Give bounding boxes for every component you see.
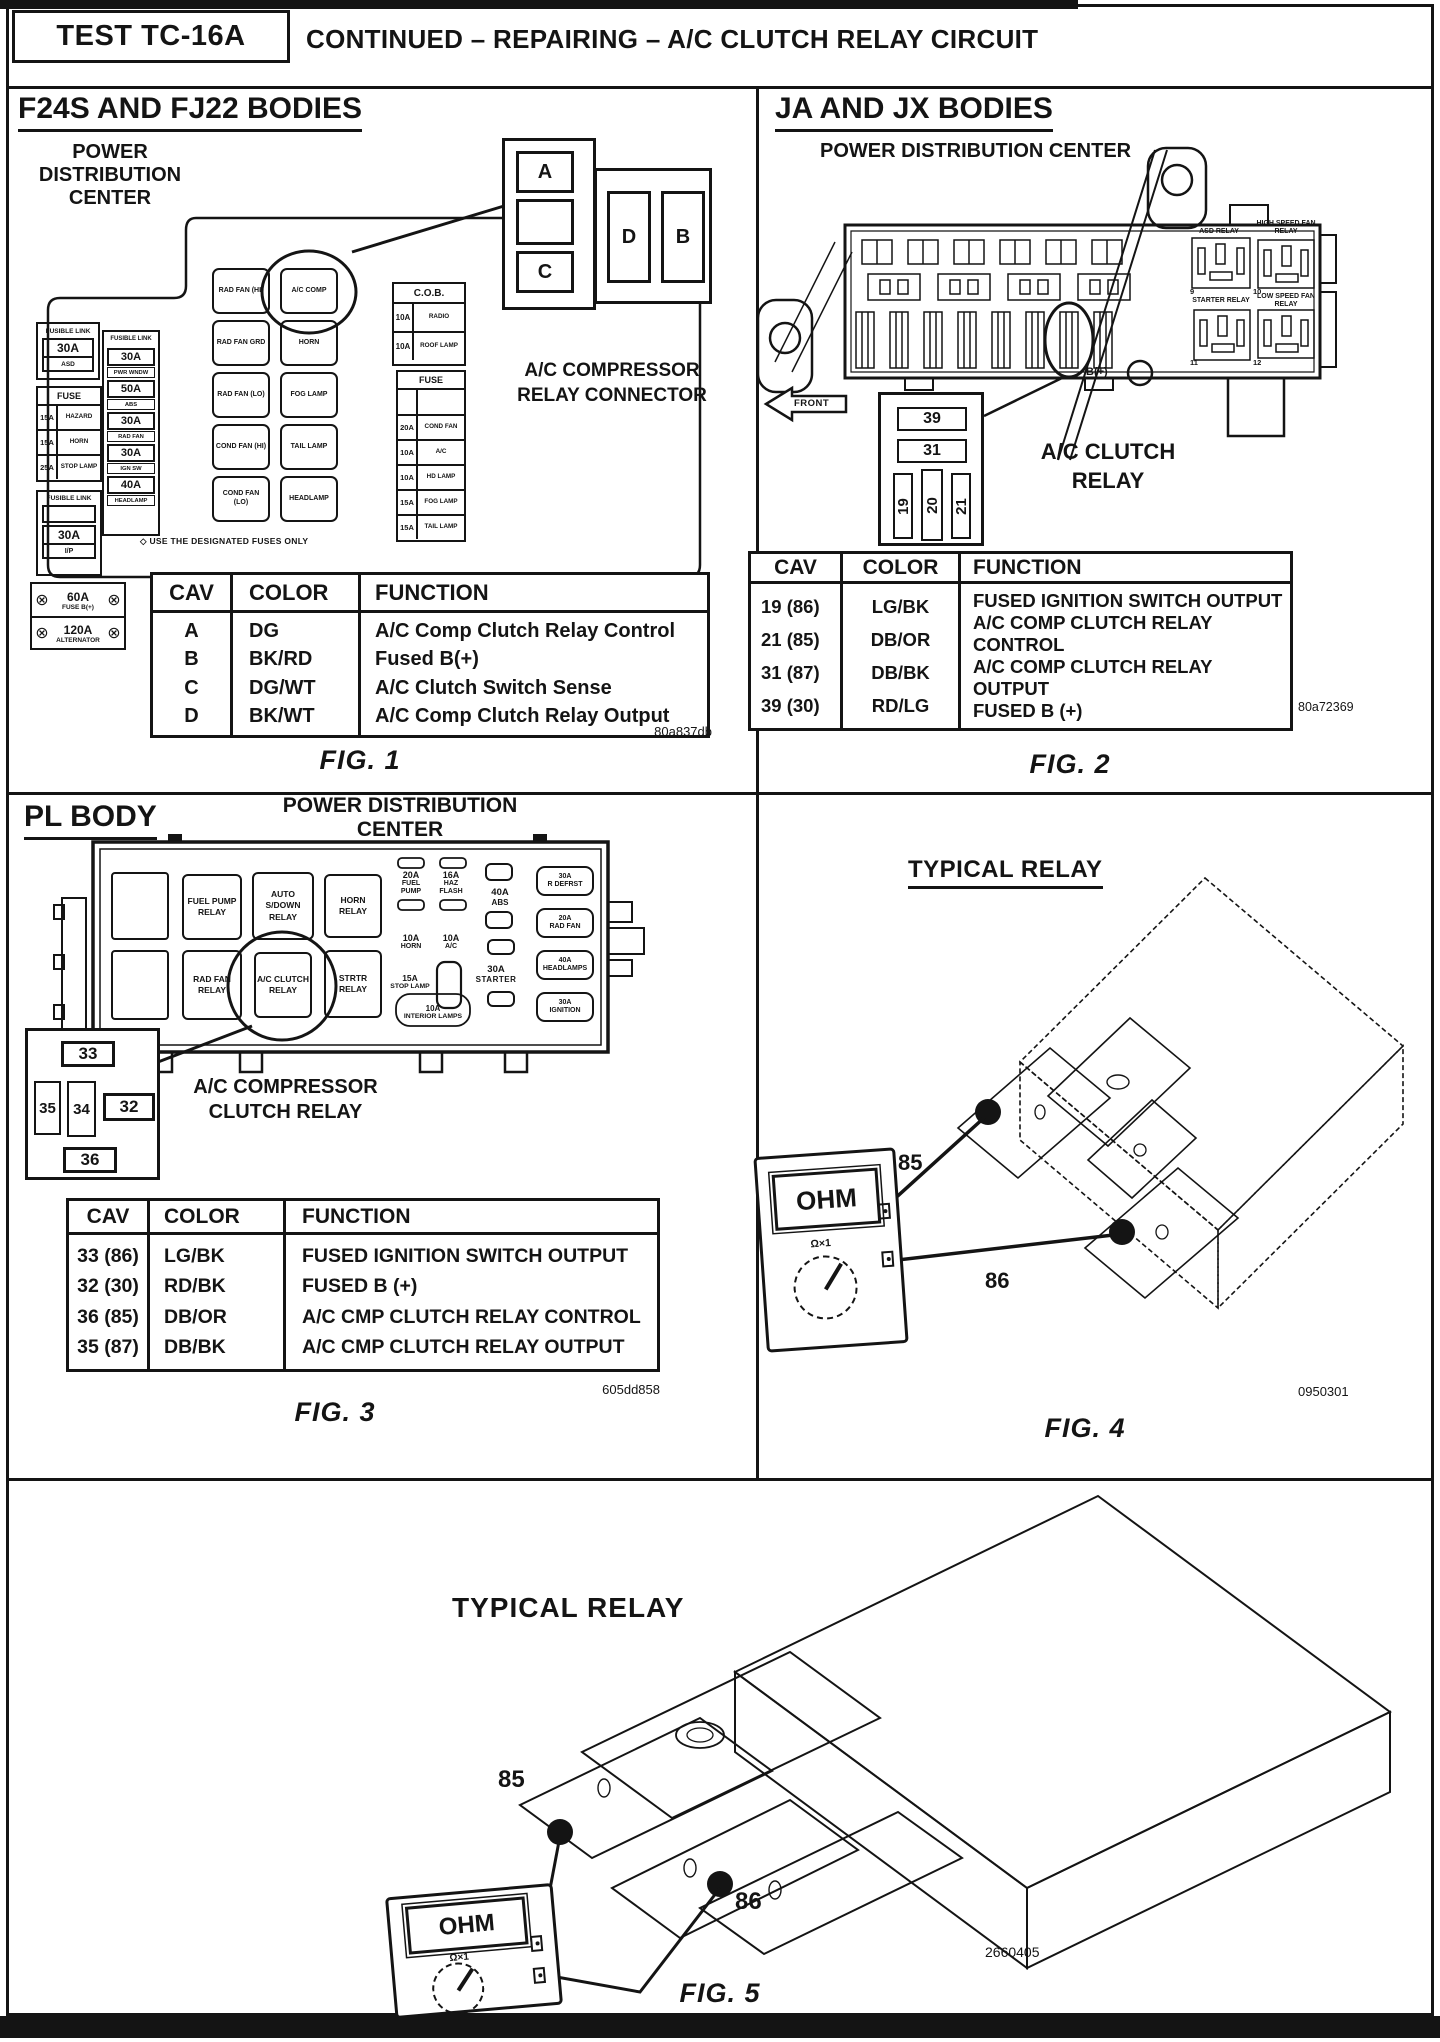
cob-header: C.O.B. [413,287,445,299]
col-header-cav: CAV [69,1201,150,1232]
relay-right-face [1027,1712,1390,1968]
relay-box: COND FAN (LO) [212,476,270,522]
col-header-function: FUNCTION [302,1204,411,1228]
fig5-label-86: 86 [735,1888,762,1915]
power-amp: 120A [63,622,93,637]
fusible-link-box-1 [36,322,100,380]
fuse-amp: 30A [558,998,572,1006]
connector-left-block [502,138,596,310]
right-connector [608,902,632,922]
fig4-title: TYPICAL RELAY [908,856,1103,889]
fuse-name: R DEFRST [547,881,583,888]
probe-point-86 [1109,1219,1135,1245]
fig1-caption: FIG. 1 [319,744,401,775]
empty-fuse-row [398,388,464,414]
ohmmeter-display [772,1168,882,1231]
terminal-icon: ⊗ [35,592,49,609]
fuse-starter-label [468,960,524,988]
cav-cell: 36 (85) [77,1305,139,1328]
color-cell: DG [249,619,279,642]
test-id-box [12,10,290,63]
relay-box: FUEL PUMP RELAY [182,874,242,940]
slot-21-num: 21 [952,497,970,515]
cavity-slot-33: 33 [61,1041,115,1067]
link-label: ABS [107,399,155,410]
relay-box: COND FAN (HI) [212,424,270,470]
fig1-code: 80a837db [654,724,712,739]
mid-divider [6,792,1434,795]
power-feed-box [30,582,126,650]
connector-pointer-line [352,206,504,252]
fuse-label: ROOF LAMP [420,342,458,350]
bottom-connector [1228,378,1284,436]
fuse-amp: 20A [402,870,420,881]
fuse-amp: 10A [398,466,418,489]
terminal-86-blade [700,1812,962,1954]
terminal-86-blade [1085,1168,1238,1298]
color-cell: DB/OR [164,1305,227,1328]
fuse-label [392,928,430,954]
empty-link-slot [42,505,96,523]
color-cell: DB/OR [870,628,931,650]
col-header-function: FUNCTION [375,579,489,605]
cavity-slot-39: 39 [897,407,967,431]
cavity-slot-20 [921,469,943,541]
link-amp: 50A [107,380,155,398]
fig3-caption: FIG. 3 [294,1396,376,1427]
fuse-amp: 40A [491,887,509,898]
relay-box: RAD FAN RELAY [182,950,242,1020]
relay-num: 9 [1190,287,1195,296]
scan-bottom-bar [0,2016,1440,2038]
page-title: CONTINUED – REPAIRING – A/C CLUTCH RELAY CIRCUIT [306,24,1039,54]
bplus-label: B(+) [1086,366,1108,378]
cavity-slot-36: 36 [63,1147,117,1173]
cob-box [392,282,466,366]
col-header-color: COLOR [233,575,361,610]
ohm-scale-label: Ω×1 [810,1237,832,1251]
relay-label-hsfan: HIGH SPEED FAN RELAY [1256,219,1316,235]
fig3-section-title: PL BODY [24,800,157,840]
fuse-amp: 15A [398,516,418,539]
fuse-amp: 15A [38,431,58,454]
right-fuse [536,908,594,938]
cap-plate [1048,1018,1190,1146]
fuse-amp: 10A [398,441,418,464]
fig4-code: 0950301 [1298,1384,1349,1399]
fuse-box-1-header: FUSE [56,391,81,401]
function-cell: A/C COMP CLUTCH RELAY CONTROL [973,612,1213,655]
cap-plate [582,1652,880,1818]
relay-box: RAD FAN (LO) [212,372,270,418]
fuse-interior-label [400,998,466,1026]
fig3-callout: A/C COMPRESSOR CLUTCH RELAY [193,1076,378,1123]
right-fuse [536,866,594,896]
function-cell: A/C CMP CLUTCH RELAY CONTROL [302,1305,641,1328]
probe-jack [878,1203,891,1220]
color-cell: DB/BK [871,661,930,683]
fig5-code: 2660405 [985,1944,1040,1960]
relay-box: HEADLAMP [280,476,338,522]
fuse-amp: 40A [558,956,572,964]
fig1-table [150,572,710,738]
link-amp: 30A [107,444,155,462]
fuse-label [390,964,430,1000]
fuse-name: RAD FAN [549,923,581,930]
right-fuse [536,950,594,980]
fuse-amp: 10A [394,333,414,360]
fig1-pdc-title: POWER DISTRIBUTION CENTER [38,140,182,209]
fuse-name: HAZ FLASH [439,880,463,895]
relay-top-face [735,1496,1390,1888]
fuse-name: INTERIOR LAMPS [403,1012,463,1020]
pl-cavity-box [25,1028,160,1180]
fuse-label: HORN [69,438,89,446]
fuse-note: ◇ USE THE DESIGNATED FUSES ONLY [140,536,309,546]
fuse-amp: 15A [398,491,418,514]
fuse-box-2-header: FUSE [418,375,443,385]
cavity-slot-32: 32 [103,1093,155,1121]
ohmmeter [753,1147,908,1352]
relay-box: HORN [280,320,338,366]
probe-jack [881,1251,894,1268]
relay-front-face [1020,1062,1218,1308]
fig2-table [748,551,1293,731]
relay-num: 10 [1253,287,1262,296]
fig5-title: TYPICAL RELAY [452,1592,685,1623]
function-cell: A/C CMP CLUTCH RELAY OUTPUT [302,1336,625,1359]
fuse-abs-label [478,884,522,910]
fig3-code: 605dd858 [602,1382,660,1397]
ac-comp-relay-box: A/C COMP [280,268,338,314]
color-cell: BK/RD [249,648,313,671]
probe-point-86 [707,1871,733,1897]
col-header-function: FUNCTION [973,555,1082,579]
function-cell: FUSED B (+) [302,1275,418,1298]
cavity-pointer-line [984,378,1062,416]
connector-right-block [594,168,712,304]
cav-cell: A [184,619,199,642]
bplus-terminal [1128,361,1152,385]
function-cell: A/C Clutch Switch Sense [375,676,612,699]
fuse-amp: 16A [442,870,460,881]
relay-right-face [1218,1046,1403,1308]
fusible-link-2-header: FUSIBLE LINK [46,495,92,502]
fig3-pdc-title: POWER DISTRIBUTION CENTER [282,794,518,841]
fig4-caption: FIG. 4 [1044,1412,1126,1443]
fig4-label-85: 85 [898,1150,923,1175]
left-bracket [62,898,86,1032]
fuse-amp: 10A [442,932,460,943]
function-cell: Fused B(+) [375,648,479,671]
function-cell: FUSED IGNITION SWITCH OUTPUT [973,590,1283,611]
relay-box: RAD FAN GRD [212,320,270,366]
ohm-text: OHM [437,1909,496,1941]
fuse-label: A/C [435,448,447,456]
power-label: ALTERNATOR [56,636,100,644]
color-cell: LG/BK [871,595,930,617]
fuse-amp: 30A [487,964,505,975]
fuse-amp: 15A [38,406,58,429]
probe-jack [530,1935,543,1952]
fig3-table [66,1198,660,1372]
power-label: FUSE B(+) [62,603,94,611]
fuse-label: HAZARD [65,413,93,421]
fuse-label: STOP LAMP [60,463,98,471]
cavity-blank [516,199,574,245]
link-label: PWR WNDW [107,367,155,378]
color-cell: RD/LG [871,694,930,716]
fuse-amp: 10A [425,1003,441,1013]
ohmmeter-display [405,1896,529,1954]
cav-cell: 19 (86) [761,595,820,617]
cavity-b: B [661,191,705,283]
power-amp: 60A [66,589,89,604]
probe-jack [533,1967,546,1984]
relay-box: HORN RELAY [324,874,382,938]
left-mount-ear [758,300,812,392]
terminal-icon: ⊗ [107,592,121,609]
fig2-section-title: JA AND JX BODIES [775,92,1053,132]
cav-cell: 35 (87) [77,1336,139,1359]
cav-cell: 31 (87) [761,661,820,683]
fuse-name: HORN [400,942,422,950]
ac-clutch-relay-box: A/C CLUTCH RELAY [254,952,312,1018]
color-cell: LG/BK [164,1244,225,1267]
fuse-footprints-row3 [856,312,1112,368]
cav-cell: 21 (85) [761,628,820,650]
fuse-label: RADIO [428,313,450,321]
fuse-footprints-row1 [862,240,1122,264]
fuse-amp: 25A [38,456,58,479]
fuse-amp: 10A [402,932,420,943]
cavity-c: C [516,251,574,293]
function-cell: A/C Comp Clutch Relay Control [375,619,676,642]
function-cell: FUSED B (+) [973,700,1083,721]
fuse-name: STARTER [475,975,517,984]
fuse-label: COND FAN [424,423,458,431]
cavity-d: D [607,191,651,283]
relay-label-starter: STARTER RELAY [1192,296,1250,304]
col-header-cav: CAV [751,554,843,581]
fuse-label [432,868,470,898]
relay-box: RAD FAN (HI) [212,268,270,314]
relay-label-lsfan: LOW SPEED FAN RELAY [1257,292,1315,308]
link-amp: 40A [107,476,155,494]
function-cell: A/C Comp Clutch Relay Output [375,705,670,728]
header-divider [6,86,1434,89]
relay-box: AUTO S/DOWN RELAY [252,872,314,940]
fuse-amp: 15A [402,973,418,984]
relay-num: 11 [1190,358,1198,367]
fusible-link-2-label: I/P [64,547,74,555]
col-header-color: COLOR [843,554,961,581]
fuse-label [392,868,430,898]
fusible-link-1-amp: 30A [44,340,92,358]
top-mount-ear [1148,148,1206,228]
cavity-slot-19 [893,473,913,539]
fuse-amp: 10A [394,304,414,331]
link-amp: 30A [107,348,155,366]
color-cell: BK/WT [249,705,315,728]
cavity-slot-35: 35 [34,1081,61,1135]
terminal-mid-blade [612,1800,858,1938]
terminal-icon: ⊗ [107,625,121,642]
ohm-scale-label: Ω×1 [449,1951,470,1965]
relay-top-face [1020,878,1403,1230]
fig2-pdc-title: POWER DISTRIBUTION CENTER [820,140,1132,162]
fuse-name: HEADLAMPS [542,965,588,972]
bracket-strap [1058,150,1155,460]
color-cell: DB/BK [164,1336,226,1359]
slot-20-num: 20 [923,496,941,514]
front-label: FRONT [794,398,830,409]
right-fuse [536,992,594,1022]
fig2-caption: FIG. 2 [1029,748,1111,779]
cavity-a: A [516,151,574,193]
fusible-link-box-2 [36,490,102,576]
fuse-label: TAIL LAMP [424,523,458,531]
link-label: RAD FAN [107,431,155,442]
cav-cell: B [184,648,199,671]
fig1-section-title: F24S AND FJ22 BODIES [18,92,362,132]
fuse-name: STOP LAMP [390,983,430,991]
cav-cell: 32 (30) [77,1275,139,1298]
fig2-callout: A/C CLUTCH RELAY [1040,439,1176,493]
relay-num: 12 [1253,358,1262,367]
ohmmeter [385,1883,563,2019]
test-id: TEST TC-16A [56,20,246,52]
function-cell: A/C COMP CLUTCH RELAY OUTPUT [973,656,1213,699]
fusible-link-3-header: FUSIBLE LINK [110,336,152,342]
cav-cell: D [184,705,199,728]
function-cell: FUSED IGNITION SWITCH OUTPUT [302,1244,629,1267]
cavity-slot-34: 34 [67,1081,96,1137]
blank-relay-slot [111,872,169,940]
fuse-label [432,928,470,954]
fuse-name: ABS [491,898,509,907]
fusible-link-2-amp: 30A [44,527,94,545]
fuse-box-2 [396,370,466,542]
col-header-color: COLOR [150,1201,286,1232]
cav-cell: 33 (86) [77,1244,139,1267]
link-label: HEADLAMP [107,495,155,506]
link-label: IGN SW [107,463,155,474]
terminal-icon: ⊗ [35,625,49,642]
fig5-caption: FIG. 5 [679,1977,761,2008]
blank-relay-slot [111,950,169,1020]
ja-cavity-box [878,392,984,546]
relay-box: STRTR RELAY [324,950,382,1018]
ohm-text: OHM [795,1181,858,1216]
fuse-name: IGNITION [549,1007,581,1014]
cavity-pointer-line [158,1026,252,1062]
cavity-slot-31: 31 [897,439,967,463]
color-cell: DG/WT [249,676,316,699]
fuse-name: FUEL PUMP [400,880,422,895]
fuse-amp: 20A [398,416,418,439]
fusible-link-box-3 [102,330,160,536]
relay-box: TAIL LAMP [280,424,338,470]
fig2-code: 80a72369 [1298,700,1354,714]
cav-cell: C [184,676,199,699]
cav-cell: 39 (30) [761,694,820,716]
fuse-name: A/C [444,942,458,950]
fuse-amp: 30A [558,872,572,880]
fuse-label: FOG LAMP [424,498,458,506]
color-cell: RD/BK [164,1275,226,1298]
fusible-link-1-header: FUSIBLE LINK [45,327,91,335]
relay-label-asd: ASD RELAY [1199,228,1239,235]
cavity-slot-21 [951,473,971,539]
fuse-label: HD LAMP [426,473,456,481]
relay-box: FOG LAMP [280,372,338,418]
fig5-label-85: 85 [498,1766,525,1793]
fuse-footprints-row2 [868,274,1130,300]
fig4-label-86: 86 [985,1268,1010,1293]
connector-title: A/C COMPRESSOR RELAY CONNECTOR [517,360,707,406]
fusible-link-1-label: ASD [61,360,75,368]
fuse-box-1 [36,386,102,482]
col-header-cav: CAV [153,575,233,610]
link-amp: 30A [107,412,155,430]
fuse-amp: 20A [558,914,572,922]
slot-19-num: 19 [894,497,912,515]
